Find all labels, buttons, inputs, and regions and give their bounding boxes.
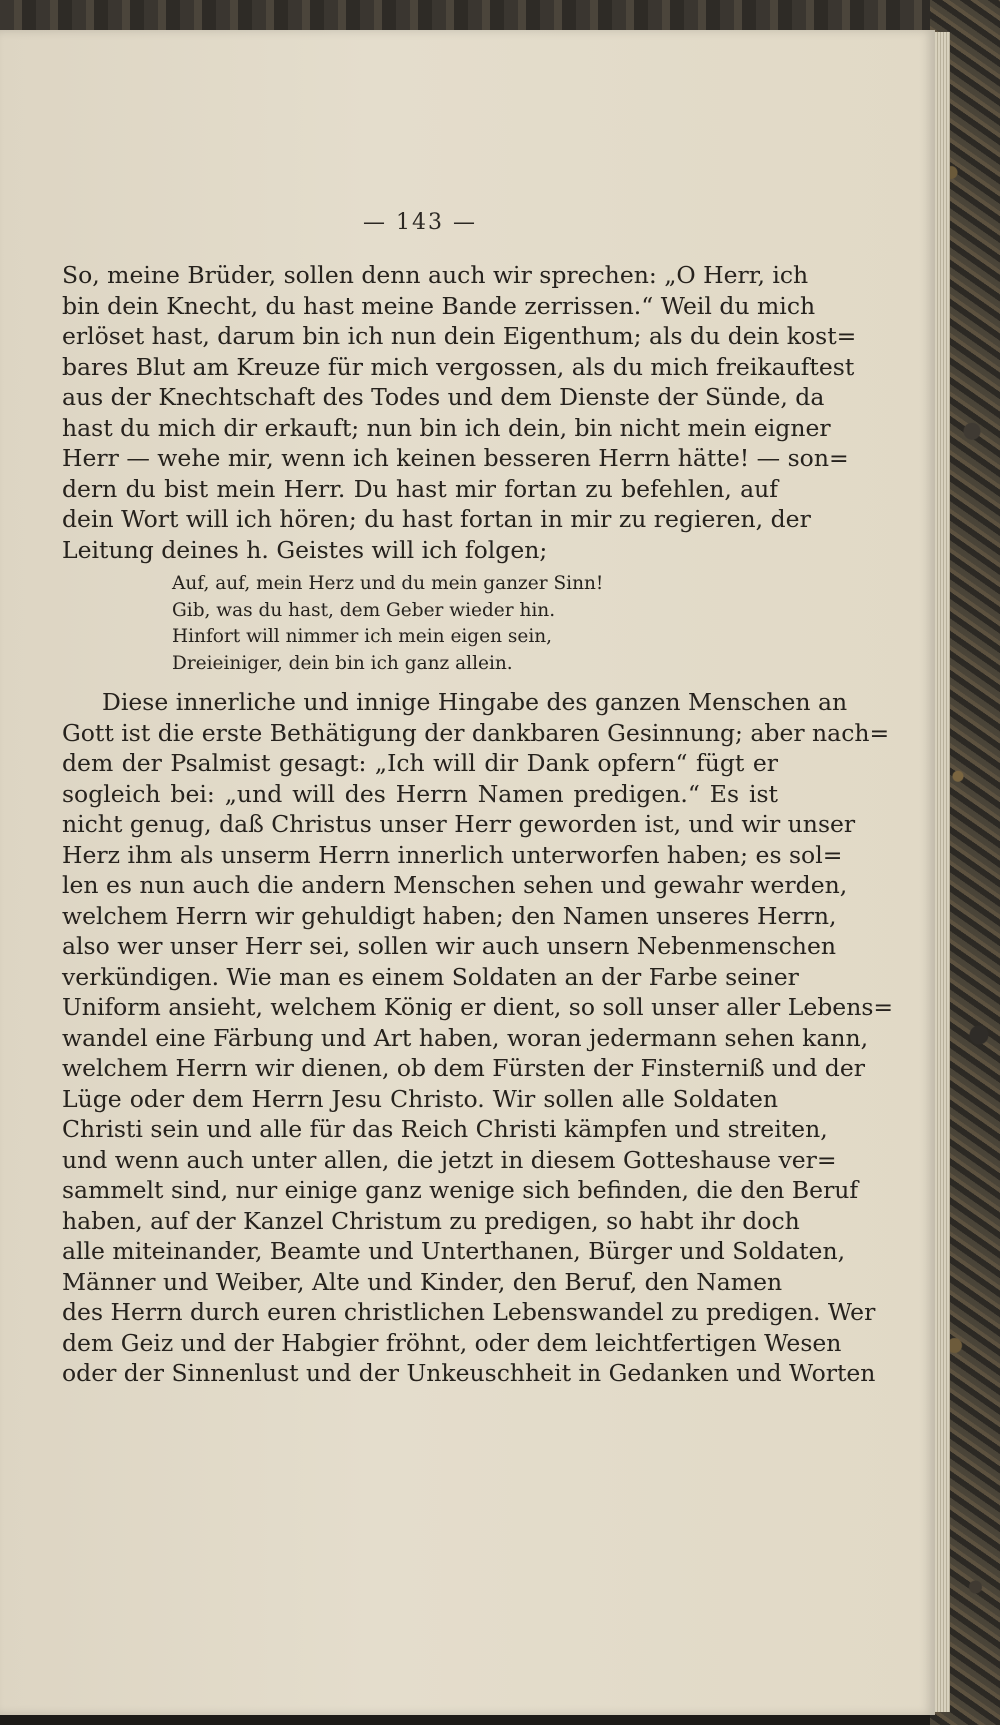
text-line: Gott ist die erste Bethätigung der dankbaren Gesinnung; aber nach= xyxy=(62,718,890,747)
verse-line: Auf, auf, mein Herz und du mein ganzer Sinn! xyxy=(172,573,604,594)
text-line: dem Geiz und der Habgier fröhnt, oder dem leichtfertigen Wesen xyxy=(62,1328,842,1357)
verse-line: Dreieiniger, dein bin ich ganz allein. xyxy=(172,652,513,674)
text-line: aus der Knechtschaft des Todes und dem Dienste der Sünde, da xyxy=(62,383,825,411)
text-line: oder der Sinnenlust und der Unkeuschheit in Gedanken und Worten xyxy=(62,1359,876,1387)
text-line: haben, auf der Kanzel Christum zu predigen, so habt ihr doch xyxy=(62,1206,800,1235)
book-page xyxy=(0,30,935,1715)
text-line: des Herrn durch euren christlichen Lebenswandel zu predigen. Wer xyxy=(62,1298,876,1326)
text-line: So, meine Brüder, sollen denn auch wir sprechen: „O Herr, ich xyxy=(62,261,809,289)
text-line: dein Wort will ich hören; du hast fortan in mir zu regieren, der xyxy=(62,505,811,533)
text-line: Herz ihm als unserm Herrn innerlich unterworfen haben; es sol= xyxy=(62,840,843,869)
paragraph-2 xyxy=(62,687,894,1389)
book-spine-edge xyxy=(0,0,1000,30)
text-line: bin dein Knecht, du hast meine Bande zerrissen.“ Weil du mich xyxy=(62,291,816,320)
text-line: welchem Herrn wir gehuldigt haben; den Namen unseres Herrn, xyxy=(62,901,837,930)
page-body xyxy=(62,260,894,1389)
paragraph-1 xyxy=(62,260,857,565)
text-line: erlöset hast, darum bin ich nun dein Eigenthum; als du dein kost= xyxy=(62,322,857,350)
text-line: alle miteinander, Beamte und Unterthanen, Bürger und Soldaten, xyxy=(62,1237,846,1265)
text-line: hast du mich dir erkauft; nun bin ich dein, bin nicht mein eigner xyxy=(62,413,831,442)
text-line: Uniform ansieht, welchem König er dient, so soll unser aller Lebens= xyxy=(62,993,894,1021)
text-line: bares Blut am Kreuze für mich vergossen, als du mich freikauftest xyxy=(62,352,855,381)
text-line: sammelt sind, nur einige ganz wenige sich befinden, die den Beruf xyxy=(62,1176,859,1204)
text-line: dern du bist mein Herr. Du hast mir fortan zu befehlen, auf xyxy=(62,474,778,503)
page-number: — 143 — xyxy=(363,210,477,235)
verse-line: Gib, was du hast, dem Geber wieder hin. xyxy=(172,599,556,621)
text-line: Herr — wehe mir, wenn ich keinen besseren Herrn hätte! — son= xyxy=(62,444,849,472)
text-line: Männer und Weiber, Alte und Kinder, den Beruf, den Namen xyxy=(62,1267,783,1296)
text-line: wandel eine Färbung und Art haben, woran jedermann sehen kann, xyxy=(62,1023,869,1052)
text-line: nicht genug, daß Christus unser Herr geworden ist, und wir unser xyxy=(62,810,856,838)
text-line: len es nun auch die andern Menschen sehen und gewahr werden, xyxy=(62,871,848,899)
text-line: und wenn auch unter allen, die jetzt in diesem Gotteshause ver= xyxy=(62,1145,837,1174)
text-line: Christi sein und alle für das Reich Christi kämpfen und streiten, xyxy=(62,1115,828,1143)
text-line: Lüge oder dem Herrn Jesu Christo. Wir sollen alle Soldaten xyxy=(62,1084,778,1113)
text-line: welchem Herrn wir dienen, ob dem Fürsten der Finsterniß und der xyxy=(62,1054,865,1082)
hymn-verse xyxy=(172,571,778,677)
text-line: also wer unser Herr sei, sollen wir auch unsern Nebenmenschen xyxy=(62,932,836,960)
text-line: sogleich bei: „und will des Herrn Namen predigen.“ Es ist xyxy=(62,779,778,808)
verse-line: Hinfort will nimmer ich mein eigen sein, xyxy=(172,626,553,647)
text-line: Diese innerliche und innige Hingabe des ganzen Menschen an xyxy=(102,688,848,716)
text-line: dem der Psalmist gesagt: „Ich will dir Dank opfern“ fügt er xyxy=(62,749,778,777)
text-line: verkündigen. Wie man es einem Soldaten an der Farbe seiner xyxy=(62,962,799,991)
text-line: Leitung deines h. Geistes will ich folgen; xyxy=(62,535,548,564)
